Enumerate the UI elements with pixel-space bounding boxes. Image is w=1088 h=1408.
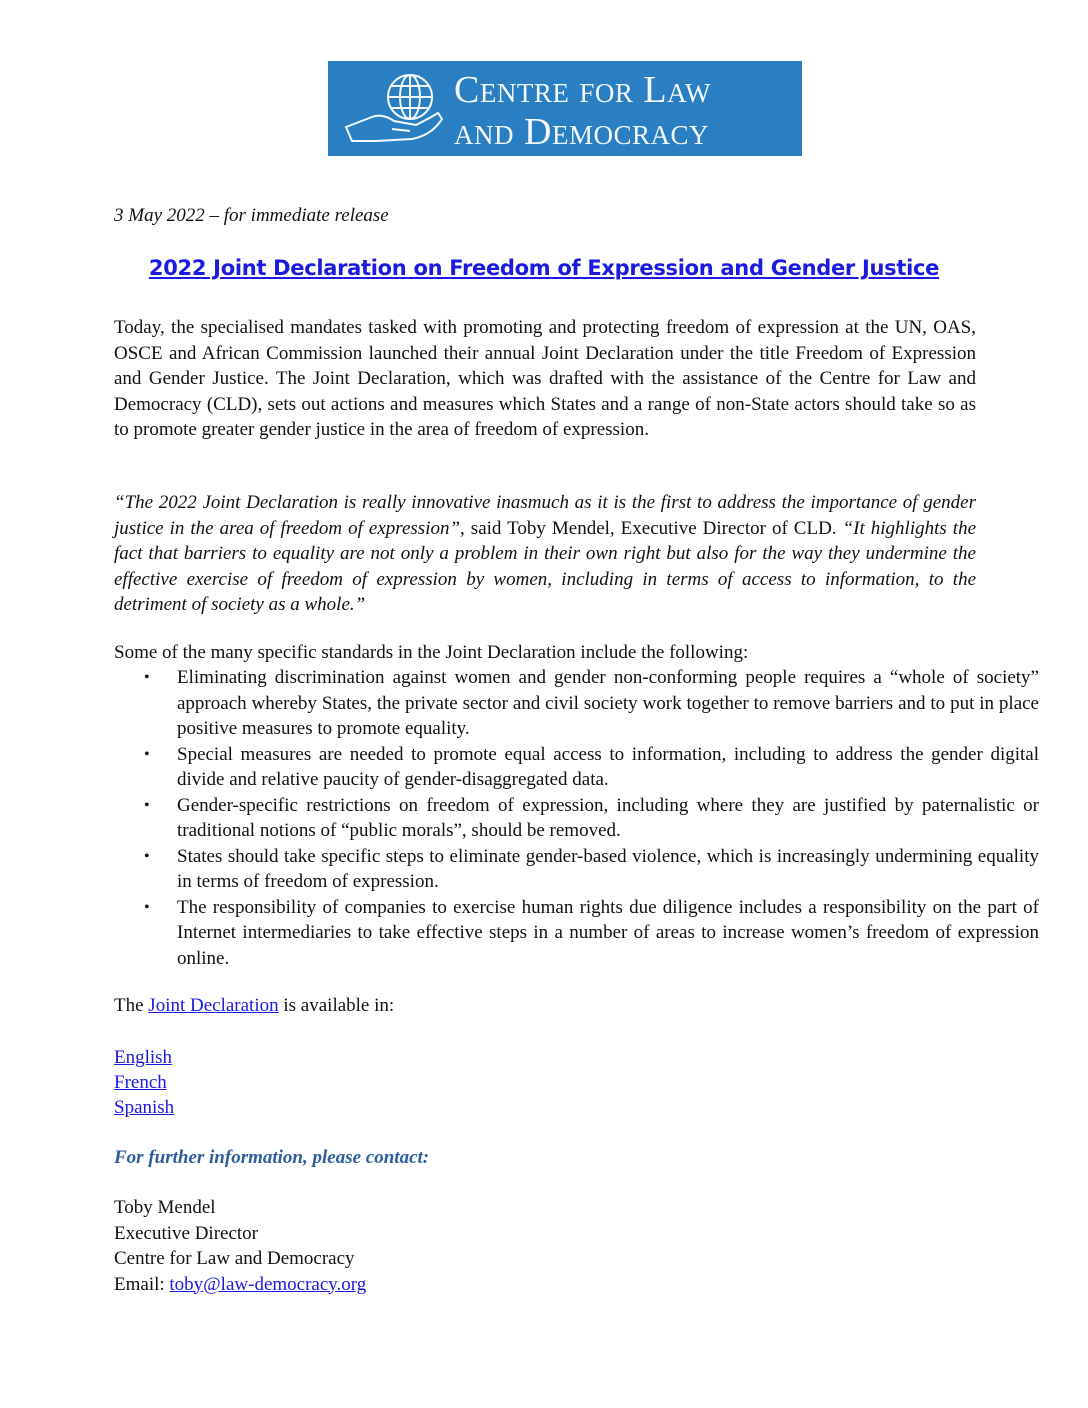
list-item: • Gender-specific restrictions on freedom of expression, including where they are justified by paternalistic or traditional notions of “public morals”, should be removed.	[144, 794, 1039, 841]
bullet-icon: •	[144, 847, 150, 865]
spanish-link[interactable]: Spanish	[114, 1097, 175, 1118]
bullet-icon: •	[144, 669, 150, 686]
french-link[interactable]: French	[114, 1072, 167, 1093]
availability-line: The Joint Declaration is available in:	[114, 995, 395, 1016]
release-date: 3 May 2022 – for immediate release	[114, 205, 389, 226]
quote-paragraph	[114, 490, 976, 618]
contact-heading: For further information, please contact:	[114, 1147, 430, 1168]
standards-intro: Some of the many specific standards in the Joint Declaration include the following:	[114, 642, 749, 663]
contact-email-line: Email: toby@law-democracy.org	[114, 1273, 367, 1295]
intro-paragraph: Today, the specialised mandates tasked with promoting and protecting freedom of expression at the UN, OAS, OSCE and African Commission launched their annual Joint Declaration under the title Freedom of Expression and Gender Justice. The Joint Declaration, which was drafted with the assistance of the Centre for Law and Democracy (CLD), sets out actions and measures which States and a range of non-State actors should take so as to promote greater gender justice in the area of freedom of expression.	[114, 317, 976, 440]
list-item: • The responsibility of companies to exercise human rights due diligence includes a responsibility on the part of Internet intermediaries to take effective steps in a number of areas to increase women’s freedom of expression online.	[144, 896, 1039, 969]
list-item: • States should take specific steps to eliminate gender-based violence, which is increasingly undermining equality in terms of freedom of expression.	[144, 845, 1039, 892]
english-link[interactable]: English	[114, 1047, 173, 1068]
language-links	[114, 1045, 174, 1120]
contact-role: Executive Director	[114, 1222, 259, 1244]
bullet-icon: •	[144, 898, 150, 916]
joint-declaration-link[interactable]: Joint Declaration	[148, 995, 279, 1016]
contact-name: Toby Mendel	[114, 1197, 216, 1218]
logo-wordmark: CENTRE FOR LAW AND DEMOCRACY	[454, 69, 711, 153]
attribution: , said Toby Mendel, Executive Director of CLD.	[460, 517, 843, 539]
bullet-icon: •	[144, 745, 150, 763]
quote-2: “It highlights the fact that barriers to equality are not only a problem in their own right but also for the way they undermine the effective exercise of freedom of expression by women, including in terms of access to information, to the detriment of society as a whole.”	[114, 517, 976, 615]
quote-1: “The 2022 Joint Declaration is really innovative inasmuch as it is the first to address the importance of gender justice in the area of freedom of expression”	[114, 492, 976, 539]
email-link[interactable]: toby@law-democracy.org	[169, 1273, 367, 1295]
cld-logo	[328, 61, 802, 156]
contact-org: Centre for Law and Democracy	[114, 1248, 355, 1269]
page-title-link[interactable]: 2022 Joint Declaration on Freedom of Expression and Gender Justice	[148, 256, 940, 280]
globe-in-hand-icon	[342, 69, 452, 149]
list-item: • Eliminating discrimination against women and gender non-conforming people requires a “whole of society” approach whereby States, the private sector and civil society work together to remove barriers and to put in place positive measures to promote equality.	[144, 667, 1039, 739]
bullet-icon: •	[144, 796, 150, 814]
standards-list	[114, 665, 1039, 971]
contact-block	[114, 1195, 366, 1297]
list-item: • Special measures are needed to promote equal access to information, including to address the gender digital divide and relative paucity of gender-disaggregated data.	[144, 743, 1039, 790]
